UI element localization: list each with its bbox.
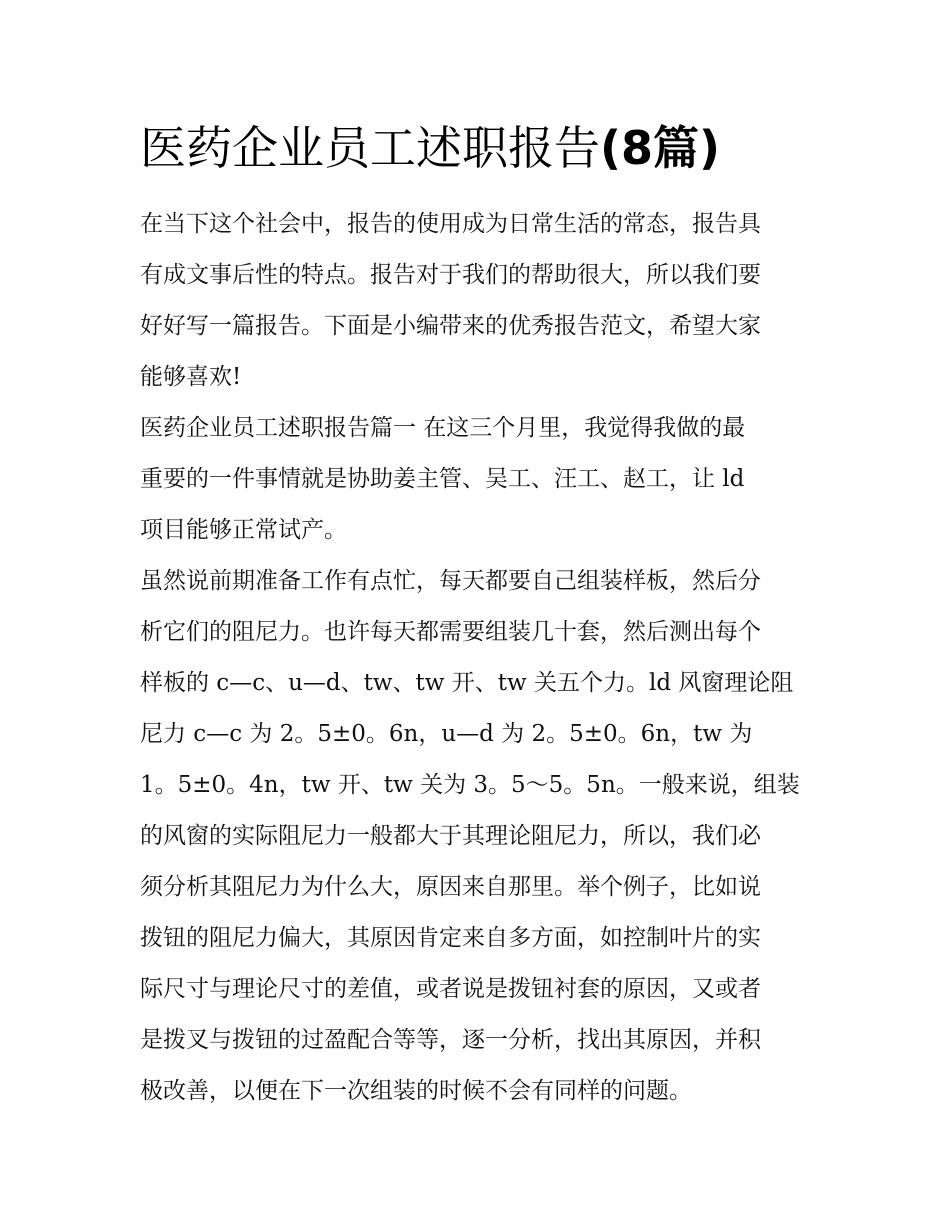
title-suffix: (8篇) [600,121,721,175]
text-line: 在当下这个社会中，报告的使用成为日常生活的常态，报告具 [140,211,761,237]
text-line: 好好写一篇报告。下面是小编带来的优秀报告范文，希望大家 [140,313,761,339]
text-line: 1。5±0。4n，tw 开、tw 关为 3。5～5。5n。一般来说，组装 [140,772,800,798]
text-line: 医药企业员工述职报告篇一 在这三个月里，我觉得我做的最 [140,415,746,441]
text-line: 拨钮的阻尼力偏大，其原因肯定来自多方面，如控制叶片的实 [140,925,761,951]
text-line: 项目能够正常试产。 [140,517,347,543]
text-line: 尼力 c—c 为 2。5±0。6n，u—d 为 2。5±0。6n，tw 为 [140,721,753,747]
text-line: 有成文事后性的特点。报告对于我们的帮助很大，所以我们要 [140,262,761,288]
text-line: 是拨叉与拨钮的过盈配合等等，逐一分析，找出其原因，并积 [140,1027,761,1053]
text-line: 的风窗的实际阻尼力一般都大于其理论阻尼力，所以，我们必 [140,823,761,849]
text-line: 际尺寸与理论尺寸的差值，或者说是拨钮衬套的原因，又或者 [140,976,761,1002]
title-main: 医药企业员工述职报告 [140,121,600,175]
text-line: 极改善，以便在下一次组装的时候不会有同样的问题。 [140,1078,692,1104]
document-body [140,199,830,1117]
text-line: 重要的一件事情就是协助姜主管、吴工、汪工、赵工，让 ld [140,466,745,492]
text-line: 虽然说前期准备工作有点忙，每天都要自己组装样板，然后分 [140,568,761,594]
text-line: 须分析其阻尼力为什么大，原因来自那里。举个例子，比如说 [140,874,761,900]
document-title [140,116,840,180]
text-line: 析它们的阻尼力。也许每天都需要组装几十套，然后测出每个 [140,619,761,645]
text-line: 样板的 c—c、u—d、tw、tw 开、tw 关五个力。ld 风窗理论阻 [140,670,794,696]
text-line: 能够喜欢! [140,364,242,390]
